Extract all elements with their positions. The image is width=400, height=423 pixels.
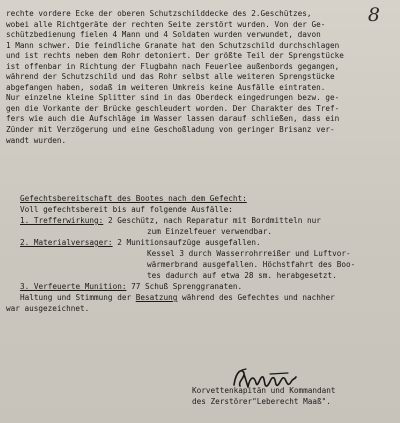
report-item-text: zum Einzelfeuer verwendbar. <box>147 227 272 236</box>
report-item-hits: 1. Trefferwirkung: 2 Geschütz, nach Reparatur mit Bordmitteln nur <box>20 216 321 225</box>
signature-unit: des Zerstörer"Leberecht Maaß". <box>192 397 331 406</box>
report-item-text: tes dadurch auf etwa 28 sm. herabgesetzt. <box>147 271 337 280</box>
text-line: abgefangen haben, sodaß im weiteren Umkreis keine Ausfälle eintraten. <box>6 82 326 92</box>
closing-line: war ausgezeichnet. <box>6 304 90 313</box>
text-line: wobei alle Richtgeräte der rechten Seite zerstört wurden. Von der Ge- <box>6 19 326 29</box>
signature-title: Korvettenkapitän und Kommandant <box>192 386 336 395</box>
text-line: schützbedienung fielen 4 Mann und 4 Soldaten wurden verwundet, davon <box>6 30 321 40</box>
page-number: 8 <box>367 4 380 26</box>
report-item-text: Kessel 3 durch Wasserrohrreißer und Luftvor- <box>147 249 351 258</box>
text-line: Zünder mit Verzögerung und eine Geschoßladung von geringer Brisanz ver- <box>6 125 335 135</box>
text-line: rechte vordere Ecke der oberen Schutzschilddecke des 2.Geschützes, <box>6 9 312 18</box>
report-item-text: wärmerbrand ausgefallen. Höchstfahrt des Boo- <box>147 260 356 269</box>
text-line: wandt wurden. <box>6 135 67 145</box>
text-line: und ist rechts neben dem Rohr detoniert. Der größte Teil der Sprengstücke <box>6 51 344 61</box>
text-line: ist offenbar in Richtung der Flugbahn nach Feuerlee außenbords gegangen, <box>6 61 340 71</box>
closing-line: Haltung und Stimmung der Besatzung während des Gefechtes und nachher <box>20 293 335 302</box>
text-line: Nur einzelne kleine Splitter sind in das Oberdeck eingedrungen bezw. ge- <box>6 93 340 103</box>
report-item-label: 2. Materialversager: <box>20 238 113 247</box>
report-heading: Gefechtsbereitschaft des Bootes nach dem Gefecht: <box>20 194 247 203</box>
report-item-label: 3. Verfeuerte Munition: <box>20 282 127 291</box>
text-line: gen die Vorkante der Brücke geschleudert worden. Der Charakter des Tref- <box>6 103 340 113</box>
text-line: fers wie auch die Aufschläge im Wasser lassen darauf schließen, dass ein <box>6 114 340 124</box>
report-item-label: 1. Trefferwirkung: <box>20 216 104 225</box>
report-intro: Voll gefechtsbereit bis auf folgende Ausfälle: <box>20 205 233 214</box>
battle-damage-paragraph <box>6 9 388 146</box>
report-item-ammunition: 3. Verfeuerte Munition: 77 Schuß Sprenggranaten. <box>20 282 243 291</box>
report-item-failures: 2. Materialversager: 2 Munitionsaufzüge ausgefallen. <box>20 238 261 247</box>
text-line: 1 Mann schwer. Die feindliche Granate hat den Schutzschild durchschlagen <box>6 40 340 50</box>
text-line: während der Schutzschild und das Rohr selbst alle weiteren Sprengstücke <box>6 72 335 82</box>
signature-block <box>192 385 392 407</box>
readiness-report <box>6 193 391 314</box>
